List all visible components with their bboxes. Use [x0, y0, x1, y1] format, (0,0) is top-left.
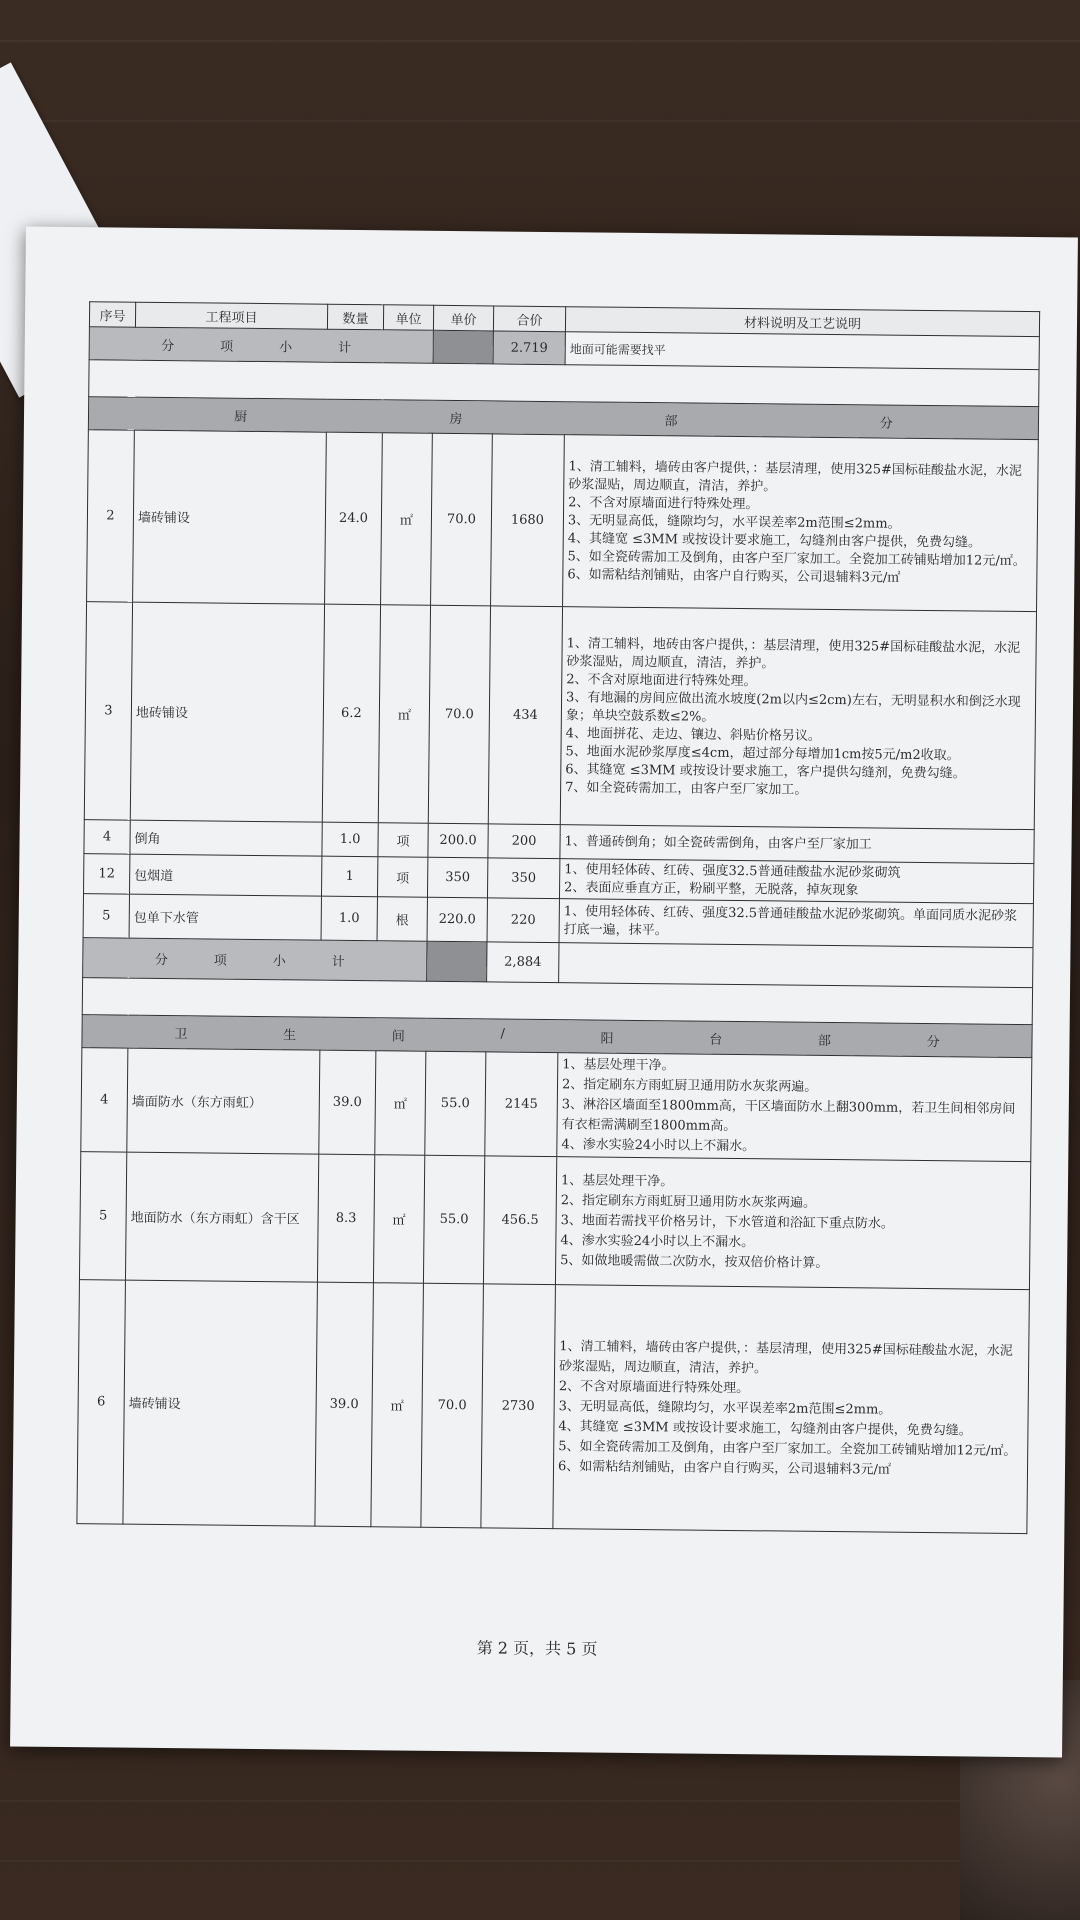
row-price: 70.0 — [431, 433, 493, 606]
section-title-char: 部 — [817, 1033, 832, 1049]
section-title-char: 台 — [709, 1032, 723, 1048]
row-seq: 12 — [84, 854, 130, 894]
header-total: 合价 — [493, 306, 565, 332]
row-unit: 项 — [377, 857, 427, 898]
section-title-char: 分 — [926, 1034, 940, 1050]
row-total: 200 — [488, 824, 560, 859]
row-total: 350 — [487, 858, 559, 899]
row-desc: 1、清工辅料，墙砖由客户提供，：基层清理，使用325#国标硅酸盐水泥，水泥砂浆湿贴，周边顺直，清洁，养护。 2、不含对原墙面进行特殊处理。 3、无明显高低，缝隙均匀，水平误差率2m范围≤2mm。 4、其缝宽 ≤3MM 或按设计要求施工，勾缝剂由客户提供，免费勾缝。 5、如全瓷砖需加工及倒角，由客户至厂家加工。全瓷加工砖铺贴增加12元/㎡。 6、如需粘结剂铺贴，由客户自行购买，公司退辅料3元/㎡ — [553, 1285, 1030, 1534]
row-qty: 39.0 — [315, 1282, 374, 1527]
row-unit: ㎡ — [378, 605, 430, 824]
row-total: 2730 — [481, 1284, 556, 1529]
subtotal-value: 2.719 — [493, 331, 565, 365]
document-page — [10, 227, 1078, 1758]
row-price: 70.0 — [421, 1283, 484, 1528]
quotation-table — [76, 301, 1040, 1534]
row-qty: 24.0 — [325, 432, 383, 605]
page-number: 第 2 页，共 5 页 — [476, 1638, 598, 1659]
row-unit: 项 — [378, 823, 428, 858]
table-row — [81, 1048, 1032, 1162]
section-title-char: / — [500, 1026, 505, 1042]
header-desc: 材料说明及工艺说明 — [565, 307, 1039, 337]
row-desc: 1、普通砖倒角；如全瓷砖需倒角，由客户至厂家加工 — [560, 825, 1034, 864]
row-name: 倒角 — [130, 820, 322, 856]
table-row — [79, 1152, 1030, 1290]
row-price: 220.0 — [427, 897, 487, 942]
row-seq: 5 — [79, 1152, 126, 1280]
row-qty: 1.0 — [322, 822, 378, 857]
row-name: 地面防水（东方雨虹）含干区 — [125, 1152, 318, 1282]
row-total: 456.5 — [483, 1156, 556, 1285]
row-price: 55.0 — [425, 1051, 486, 1156]
row-price: 350 — [427, 857, 487, 898]
row-qty: 6.2 — [322, 604, 380, 823]
row-desc: 1、清工辅料，墙砖由客户提供，：基层清理，使用325#国标硅酸盐水泥，水泥砂浆湿贴，周边顺直，清洁，养护。 2、不含对原墙面进行特殊处理。 3、无明显高低，缝隙均匀，水平误差率2m范围≤2mm。 4、其缝宽 ≤3MM 或按设计要求施工，勾缝剂由客户提供，免费勾缝。 5、如全瓷砖需加工及倒角，由客户至厂家加工。全瓷加工砖铺贴增加12元/㎡。 6、如需粘结剂铺贴，由客户自行购买，公司退辅料3元/㎡ — [563, 435, 1039, 612]
row-price: 70.0 — [428, 605, 490, 824]
row-price: 55.0 — [423, 1155, 484, 1284]
row-desc: 1、基层处理干净。 2、指定刷东方雨虹厨卫通用防水灰浆两遍。 3、淋浴区墙面至1800mm高，干区墙面防水上翻300mm，若卫生间相邻房间有衣柜需满刷至1800mm高。 4、渗水实验24小时以上不漏水。 — [557, 1053, 1032, 1162]
subtotal-value: 2,884 — [487, 942, 559, 983]
header-price: 单价 — [433, 305, 493, 331]
table-row — [77, 1280, 1030, 1534]
table-row — [87, 430, 1039, 612]
header-seq: 序号 — [89, 302, 135, 327]
section-title-char: 部 — [664, 413, 678, 429]
row-qty: 39.0 — [319, 1050, 376, 1155]
row-total: 2145 — [485, 1052, 558, 1157]
row-desc: 1、基层处理干净。 2、指定刷东方雨虹厨卫通用防水灰浆两遍。 3、地面若需找平价格另计，下水管道和浴缸下重点防水。 4、渗水实验24小时以上不漏水。 5、如做地暖需做二次防水，按双倍价格计算。 — [555, 1157, 1030, 1290]
section-title-char: 阳 — [600, 1031, 614, 1047]
row-price: 200.0 — [428, 823, 488, 858]
section-title-char: 卫 — [174, 1026, 188, 1042]
row-qty: 8.3 — [317, 1154, 374, 1283]
row-unit: ㎡ — [375, 1051, 426, 1156]
row-name: 墙砖铺设 — [123, 1280, 318, 1526]
row-qty: 1 — [321, 856, 377, 897]
header-item: 工程项目 — [135, 302, 327, 329]
section-title-char: 间 — [391, 1028, 405, 1045]
subtotal-note: 地面可能需要找平 — [565, 332, 1039, 370]
subtotal-note-empty — [559, 943, 1033, 988]
row-unit: 根 — [377, 897, 427, 942]
row-desc: 1、使用轻体砖、红砖、强度32.5普通硅酸盐水泥砂浆砌筑 2、表面应垂直方正，粉刷平整，无脱落，掉灰现象 — [559, 859, 1033, 904]
row-qty: 1.0 — [321, 896, 377, 941]
subtotal-label: 分项小计 — [83, 938, 427, 982]
header-unit: 单位 — [383, 305, 433, 331]
section-title-char: 厨 — [234, 409, 248, 425]
row-name: 包单下水管 — [129, 894, 321, 940]
subtotal-blank — [433, 330, 493, 364]
row-unit: ㎡ — [381, 433, 433, 606]
row-desc: 1、清工辅料，地砖由客户提供，：基层清理，使用325#国标硅酸盐水泥，水泥砂浆湿贴，周边顺直，清洁，养护。 2、不含对原地面进行特殊处理。 3、有地漏的房间应做出流水坡度(2m以内≤2cm)左右，无明显积水和倒泛水现象；单块空鼓系数≤2%。 4、地面拼花、走边、镶边、斜贴价格另议。 5、地面水泥砂浆厚度≤4cm，超过部分每增加1cm按5元/m2收取。 6、其缝宽 ≤3MM 或按设计要求施工，客户提供勾缝剂，免费勾缝。 7、如全瓷砖需加工，由客户至厂家加工。 — [560, 607, 1036, 830]
row-name: 墙砖铺设 — [133, 430, 327, 604]
row-desc: 1、使用轻体砖、红砖、强度32.5普通硅酸盐水泥砂浆砌筑。单面同质水泥砂浆打底一遍，抹平。 — [559, 899, 1033, 948]
row-total: 1680 — [491, 434, 565, 607]
section-title-char: 生 — [283, 1027, 297, 1043]
subtotal-label: 分项小计 — [89, 327, 433, 364]
row-seq: 4 — [81, 1048, 128, 1152]
row-unit: ㎡ — [373, 1155, 424, 1284]
row-seq: 6 — [77, 1280, 126, 1524]
header-qty: 数量 — [327, 304, 383, 330]
row-name: 包烟道 — [130, 854, 322, 896]
row-name: 墙面防水（东方雨虹） — [127, 1048, 320, 1154]
row-seq: 4 — [84, 820, 130, 854]
table-row — [84, 602, 1036, 830]
section-title-char: 房 — [449, 411, 463, 427]
row-name: 地砖铺设 — [130, 602, 324, 822]
row-total: 220 — [487, 898, 559, 943]
row-seq: 5 — [83, 894, 129, 938]
row-unit: ㎡ — [371, 1283, 424, 1528]
subtotal-blank — [427, 941, 487, 982]
section-title-char: 分 — [879, 415, 893, 432]
row-total: 434 — [488, 606, 562, 825]
row-seq: 2 — [87, 430, 135, 602]
row-seq: 3 — [84, 602, 132, 820]
